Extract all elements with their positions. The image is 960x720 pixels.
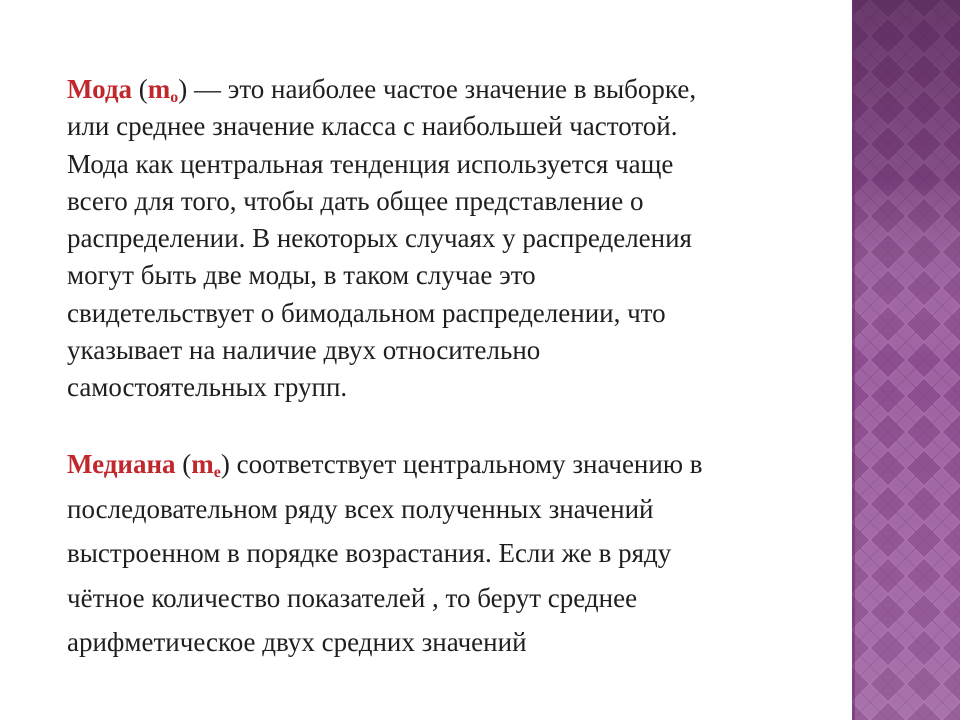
median-symbol-close: )	[220, 449, 230, 479]
band-shading	[852, 0, 960, 720]
median-symbol-subscript: e	[213, 464, 221, 481]
mode-line-1: — это наиболее частое значение в выборке,	[187, 74, 697, 104]
mode-symbol-open: (	[138, 74, 148, 104]
mode-line-3: Мода как центральная тенденция используется чаще	[67, 148, 674, 179]
mode-symbol-close: )	[178, 74, 188, 104]
median-line-2: последовательном ряду всех полученных значений	[67, 493, 654, 524]
mode-term: Мода	[67, 74, 133, 104]
mode-definition-paragraph	[67, 71, 857, 407]
mode-line-2: или среднее значение класса с наибольшей частотой.	[67, 111, 678, 142]
mode-line-8: указывает на наличие двух относительно	[67, 335, 541, 366]
median-definition-paragraph	[67, 442, 857, 665]
mode-line-9: самостоятельных групп.	[67, 372, 348, 403]
median-symbol-open: (	[182, 449, 192, 479]
median-symbol-base: m	[191, 449, 214, 479]
mode-line-7: свидетельствует о бимодальном распределении, что	[67, 297, 666, 328]
decorative-side-band	[852, 0, 960, 720]
diamond-pattern-graphic	[852, 0, 960, 720]
mode-line-5: распределении. В некоторых случаях у распределения	[67, 223, 692, 254]
median-line-5: арифметическое двух средних значений	[67, 627, 527, 657]
median-term: Медиана	[67, 449, 176, 479]
median-line-4: чётное количество показателей , то берут среднее	[67, 582, 638, 613]
median-line-3: выстроенном в порядке возрастания. Если же в ряду	[67, 538, 672, 568]
mode-symbol-subscript: o	[170, 89, 179, 106]
mode-line-6: могут быть две моды, в таком случае это	[67, 260, 536, 291]
band-edge	[852, 0, 855, 720]
mode-symbol-base: m	[147, 74, 171, 104]
median-line-1: соответствует центральному значению в	[229, 449, 703, 479]
mode-line-4: всего для того, чтобы дать общее представление о	[67, 185, 644, 216]
